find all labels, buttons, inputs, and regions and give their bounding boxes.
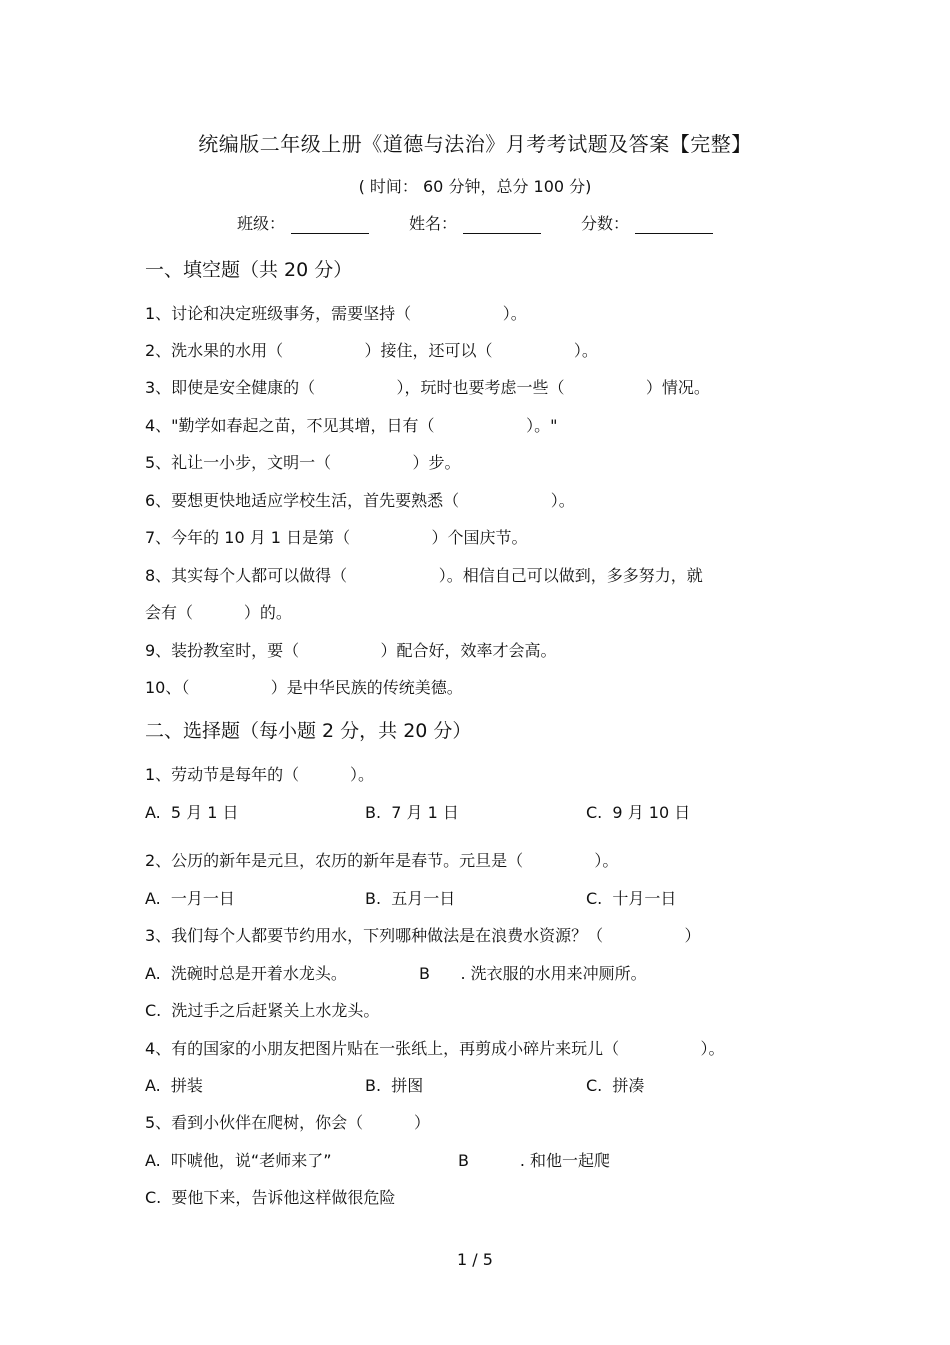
option-a: A. 5 月 1 日 (145, 803, 239, 822)
exam-time-info: ( 时间： 60 分钟，总分 100 分) (358, 177, 592, 196)
option-b: B. 7 月 1 日 (365, 803, 459, 822)
option-c: C. 要他下来，告诉他这样做很危险 (145, 1188, 396, 1207)
option-c: C. 拼凑 (586, 1076, 645, 1095)
fill-question: 4、"勤学如春起之苗，不见其增，日有（ ）。" (145, 416, 558, 435)
fill-question: 6、要想更快地适应学校生活，首先要熟悉（ ）。 (145, 491, 575, 510)
fill-question: 9、装扮教室时，要（ ）配合好，效率才会高。 (145, 641, 557, 660)
page-number: 1 / 5 (457, 1250, 493, 1269)
choice-question-3: 3、我们每个人都要节约用水，下列哪种做法是在浪费水资源？（ ） (145, 926, 701, 945)
score-label: 分数： (581, 214, 630, 233)
option-c: C. 9 月 10 日 (586, 803, 691, 822)
class-blank (291, 215, 369, 234)
option-b: B. 拼图 (365, 1076, 424, 1095)
option-a: A. 洗碗时总是开着水龙头。 (145, 964, 347, 983)
page-title: 统编版二年级上册《道德与法治》月考考试题及答案【完整】 (198, 132, 752, 156)
fill-question: 1、讨论和决定班级事务，需要坚持（ ）。 (145, 304, 527, 323)
fill-question: 7、今年的 10 月 1 日是第（ ）个国庆节。 (145, 528, 528, 547)
name-blank (463, 215, 541, 234)
class-label: 班级： (236, 214, 285, 233)
fill-question: 3、即使是安全健康的（ ），玩时也要考虑一些（ ）情况。 (145, 378, 710, 397)
option-c: C. 十月一日 (586, 889, 677, 908)
name-field (409, 211, 541, 234)
fill-question: 2、洗水果的水用（ ）接住，还可以（ ）。 (145, 341, 598, 360)
option-c: C. 洗过手之后赶紧关上水龙头。 (145, 1001, 380, 1020)
option-b: B . 和他一起爬 (458, 1151, 611, 1170)
option-b: B. 五月一日 (365, 889, 456, 908)
choice-question-1: 1、劳动节是每年的（ ）。 (145, 765, 375, 784)
fill-question-continued: 会有（ ）的。 (145, 603, 292, 622)
option-a: A. 吓唬他，说“老师来了” (145, 1151, 332, 1170)
section-fill-blank-title: 一、填空题（共 20 分） (145, 259, 353, 281)
fill-question: 10、（ ）是中华民族的传统美德。 (145, 678, 463, 697)
name-label: 姓名： (408, 214, 457, 233)
class-field (237, 211, 369, 234)
score-blank (635, 215, 713, 234)
score-field (581, 211, 713, 234)
section-choice-title: 二、选择题（每小题 2 分，共 20 分） (145, 720, 472, 742)
option-a: A. 一月一日 (145, 889, 235, 908)
student-info-row (0, 211, 950, 234)
fill-question: 8、其实每个人都可以做得（ ）。相信自己可以做到，多多努力，就 (145, 566, 703, 585)
choice-question-2: 2、公历的新年是元旦，农历的新年是春节。元旦是（ ）。 (145, 851, 619, 870)
option-a: A. 拼装 (145, 1076, 203, 1095)
fill-question: 5、礼让一小步，文明一（ ）步。 (145, 453, 461, 472)
choice-question-4: 4、有的国家的小朋友把图片贴在一张纸上，再剪成小碎片来玩儿（ ）。 (145, 1039, 725, 1058)
choice-question-5: 5、看到小伙伴在爬树，你会（ ） (145, 1113, 431, 1132)
option-b: B . 洗衣服的水用来冲厕所。 (419, 964, 647, 983)
